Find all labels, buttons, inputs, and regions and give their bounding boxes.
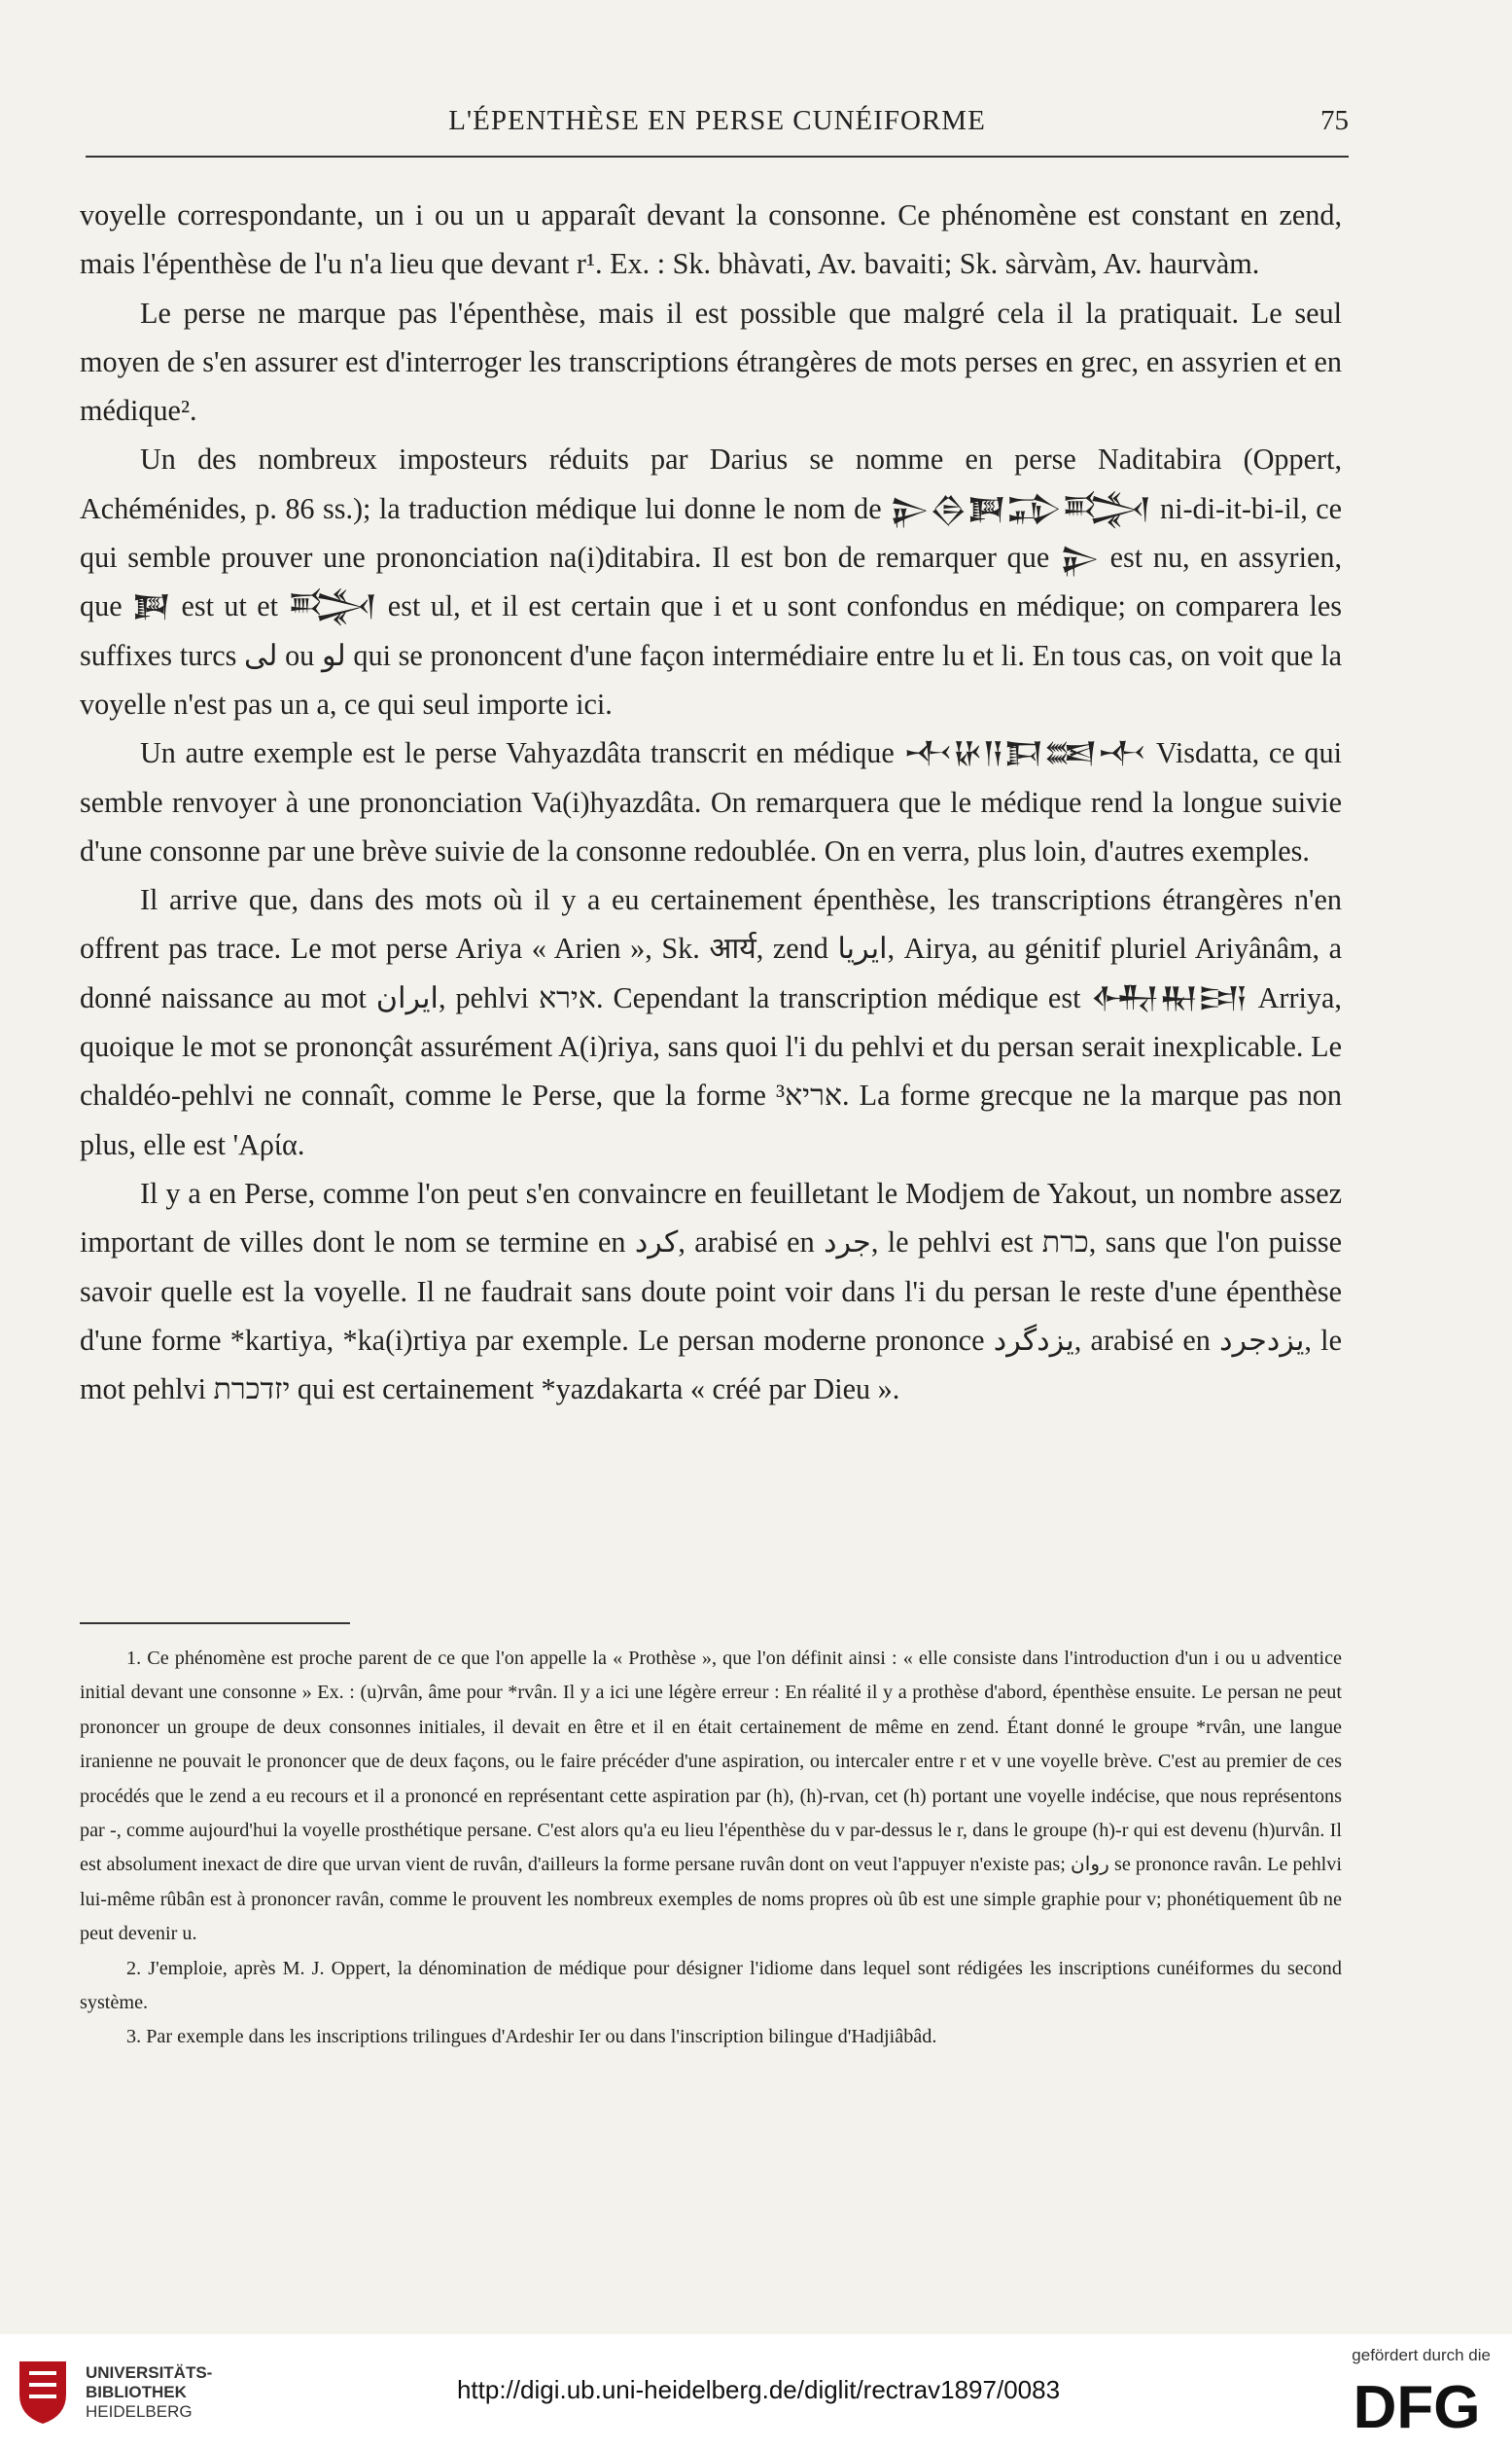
paragraph: voyelle correspondante, un i ou un u apparaît devant la consonne. Ce phénomène est constant en zend, mais l'épenthèse de l'u n'a lieu que devant r¹. Ex. : Sk. bhàvati, Av. bavaiti; Sk. sàrvàm, Av. haurvàm. bbox=[80, 198, 1342, 281]
footnote: 1. Ce phénomène est proche parent de ce que l'on appelle la « Prothèse », que l'on définit ainsi : « elle consiste dans l'introduction d'un i ou u adventice initial devant une consonne » Ex. : (u)rvân, âme pour *rvân. Il y a ici une légère erreur : En réalité il y a prothèse d'abord, épenthèse ensuite. Le persan ne peut prononcer un groupe de deux consonnes initiales, il devait en être et il en était certainement de même en zend. Étant donné le groupe *rvân, une langue iranienne ne pouvait le prononcer que de deux façons, ou le faire précéder d'une aspiration, ou intercaler entre r et v une voyelle brève. C'est au premier de ces procédés que le zend a eu recours et il a prononcé en représentant cette aspiration par (h), (h)-rvan, cet (h) portant une voyelle indécise, que nous représentons par -, comme aujourd'hui la voyelle prosthétique persane. C'est alors qu'a eu lieu l'épenthèse du v par-dessus le r, dans le groupe (h)-r qui est devenu (h)urvân. Il est absolument inexact de dire que urvan vient de ruvân, d'ailleurs la forme persane ruvân dont on veut l'appuyer n'existe pas; روان se prononce ravân. Le pehlvi lui-même rûbân est à prononcer ravân, comme le prouvent les nombreux exemples de noms propres où ûb est une simple graphie pour v; phonétiquement ûb ne peut devenir u. bbox=[80, 1648, 1342, 1945]
permalink[interactable]: http://digi.ub.uni-heidelberg.de/diglit/rectrav1897/0083 bbox=[456, 2375, 1061, 2404]
running-title: L'ÉPENTHÈSE EN PERSE CUNÉIFORME bbox=[448, 105, 986, 136]
digitization-footer bbox=[0, 2334, 1512, 2448]
university-seal-icon bbox=[14, 2356, 72, 2426]
page-header bbox=[86, 97, 1349, 158]
paragraph: Un autre exemple est le perse Vahyazdâta transcrit en médique 𒋾𒄩𒀀𒁕𒌅𒋾 Visdatta, ce qui semble renvoyer à une prononciation Va(i)hyazdâta. On remarquera que le médique rend la longue suivie d'une consonne par une brève suivie de la consonne redoublée. On en verra, plus loin, d'autres exemples. bbox=[80, 736, 1342, 868]
footnote: 3. Par exemple dans les inscriptions trilingues d'Ardeshir Ier ou dans l'inscription bilingue d'Hadjiâbâd. bbox=[126, 2026, 937, 2048]
footnote: 2. J'emploie, après M. J. Oppert, la dénomination de médique pour désigner l'idiome dans lequel sont rédigées les inscriptions cunéiformes du second système. bbox=[80, 1957, 1342, 2014]
footnotes bbox=[80, 1642, 1342, 2055]
dfg-logo-icon bbox=[1343, 2373, 1491, 2435]
paragraph: Le perse ne marque pas l'épenthèse, mais il est possible que malgré cela il la pratiquait. Le seul moyen de s'en assurer est d'interroger les transcriptions étrangères de mots perses en grec, en assyrien et en médique². bbox=[80, 296, 1342, 428]
library-name-line: HEIDELBERG bbox=[86, 2402, 193, 2421]
funder-note: gefördert durch die bbox=[1352, 2346, 1491, 2364]
footnote-divider bbox=[80, 1622, 350, 1624]
paragraph: Un des nombreux imposteurs réduits par Darius se nomme en perse Naditabira (Oppert, Achéménides, p. 86 ss.); la traduction médique lui donne le nom de 𒉌𒁲𒀉𒁉𒅋 ni-di-it-bi-il, ce qui semble prouver une prononciation na(i)ditabira. Il est bon de remarquer que 𒉌 est nu, en assyrien, que 𒀉 est ut et 𒅋 est ul, et il est certain que i et u sont confondus en médique; on comparera les suffixes turcs لی ou لو qui se prononcent d'une façon intermédiaire entre lu et li. En tous cas, on voit que la voyelle n'est pas un a, ce qui seul importe ici. bbox=[80, 443, 1343, 721]
library-name-line: BIBLIOTHEK bbox=[86, 2383, 187, 2401]
paragraph: Il arrive que, dans des mots où il y a eu certainement épenthèse, les transcriptions étrangères n'en offrent pas trace. Le mot perse Ariya « Arien », Sk. आर्य, zend ﺍﻳﺮﻳﺎ, Airya, au génitif pluriel Ariyânâm, a donné naissance au mot ایران, pehlvi אירא. Cependant la transcription médique est 𒅈𒊑𒅀 Arriya, quoique le mot se prononçât assurément A(i)riya, sans quoi l'i du pehlvi et du persan serait inexplicable. Le chaldéo-pehlvi ne connaît, comme le Perse, que la forme אריא³. La forme grecque ne la marque pas non plus, elle est 'Αρία. bbox=[80, 883, 1342, 1161]
library-name-line: UNIVERSITÄTS- bbox=[86, 2363, 213, 2382]
paragraph: Il y a en Perse, comme l'on peut s'en convaincre en feuilletant le Modjem de Yakout, un nombre assez important de villes dont le nom se termine en کرد, arabisé en جرد, le pehlvi est כרת, sans que l'on puisse savoir quelle est la voyelle. Il ne faudrait sans doute point voir dans l'i du persan le reste d'une épenthèse d'une forme *kartiya, *ka(i)rtiya par exemple. Le persan moderne prononce یزدگرد, arabisé en یزدجرد, le mot pehlvi יזדכרת qui est certainement *yazdakarta « créé par Dieu ». bbox=[80, 1176, 1342, 1406]
library-name bbox=[86, 2363, 212, 2422]
main-text bbox=[80, 191, 1342, 1413]
svg-text:DFG: DFG bbox=[1353, 2374, 1481, 2435]
page-number: 75 bbox=[1320, 105, 1349, 136]
